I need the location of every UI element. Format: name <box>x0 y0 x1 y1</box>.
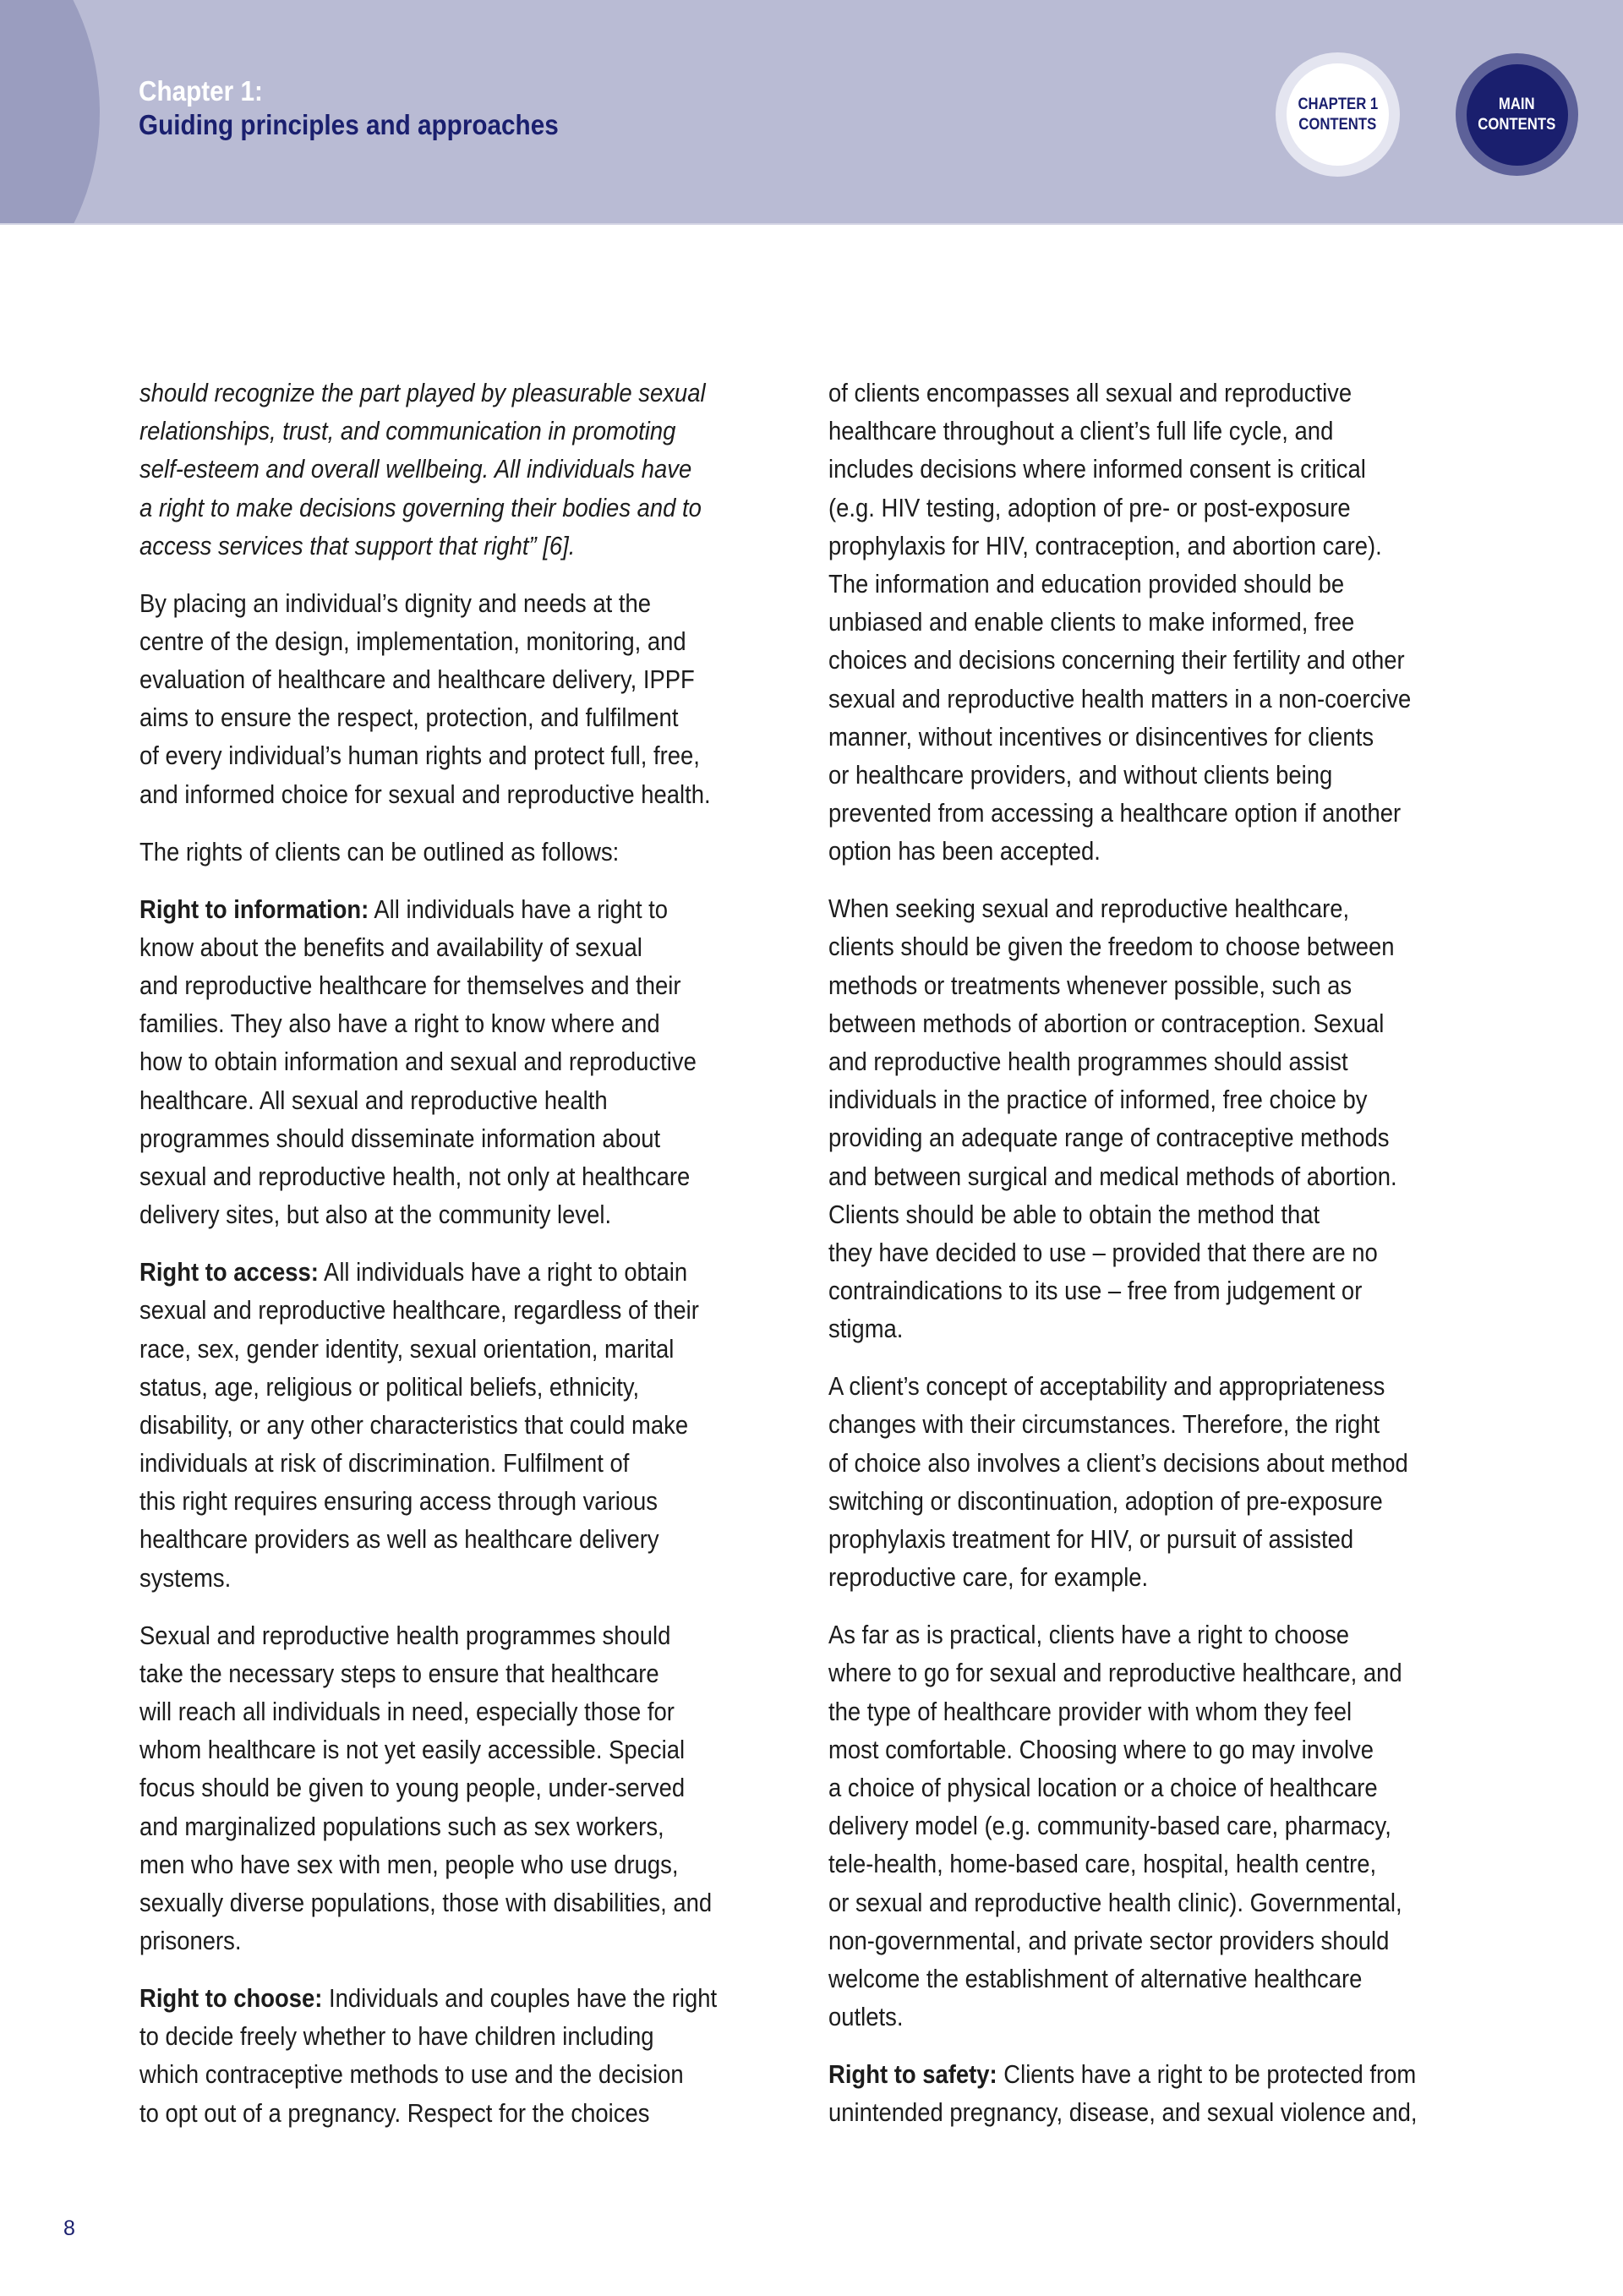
paragraph-line: will reach all individuals in need, especially those for <box>139 1696 675 1726</box>
body-paragraph <box>828 374 1488 870</box>
paragraph-line: manner, without incentives or disincentives for clients <box>828 721 1374 752</box>
paragraph-line: how to obtain information and sexual and reproductive <box>139 1047 697 1077</box>
body-paragraph <box>828 1615 1488 2036</box>
rights-paragraph <box>828 2055 1488 2131</box>
paragraph-line: option has been accepted. <box>828 836 1101 866</box>
paragraph-line: a right to make decisions governing their bodies and to <box>139 492 702 522</box>
paragraph-line: methods or treatments whenever possible, such as <box>828 970 1352 1000</box>
paragraph-line: aims to ensure the respect, protection, and fulfilment <box>139 702 679 733</box>
paragraph-line: of every individual’s human rights and protect full, free, <box>139 741 700 771</box>
paragraph-line: sexually diverse populations, those with disabilities, and <box>139 1887 713 1917</box>
chapter-contents-line2: CONTENTS <box>1298 115 1377 134</box>
paragraph-line: reproductive care, for example. <box>828 1562 1149 1593</box>
paragraph-line: As far as is practical, clients have a right to choose <box>828 1620 1350 1650</box>
paragraph-line: should recognize the part played by pleasurable sexual <box>139 378 706 407</box>
paragraph-line: a choice of physical location or a choice of healthcare <box>828 1772 1378 1802</box>
paragraph-line <box>828 2055 1417 2093</box>
paragraph-line: clients should be given the freedom to choose between <box>828 932 1395 962</box>
paragraph-line: (e.g. HIV testing, adoption of pre- or post-exposure <box>828 492 1351 522</box>
paragraph-line: prophylaxis for HIV, contraception, and abortion care). <box>828 530 1382 560</box>
chapter-header <box>0 0 1623 225</box>
paragraph-line: When seeking sexual and reproductive healthcare, <box>828 894 1350 924</box>
paragraph-line: to opt out of a pregnancy. Respect for the choices <box>139 2097 650 2128</box>
paragraph-line: Clients should be able to obtain the method that <box>828 1199 1320 1229</box>
paragraph-text: All individuals have a right to <box>369 894 669 924</box>
paragraph-line: contraindications to its use – free from judgement or <box>828 1276 1363 1306</box>
paragraph-line: sexual and reproductive health, not only at healthcare <box>139 1161 691 1191</box>
paragraph-line: whom healthcare is not yet easily accessible. Special <box>139 1735 686 1765</box>
main-contents-line2: CONTENTS <box>1478 115 1556 134</box>
main-contents-line1: MAIN <box>1499 95 1535 113</box>
paragraph-line: families. They also have a right to know where and <box>139 1009 660 1039</box>
paragraph-line: healthcare providers as well as healthcare delivery <box>139 1524 659 1555</box>
right-text-column <box>828 374 1488 2151</box>
paragraph-line: of clients encompasses all sexual and reproductive <box>828 378 1352 407</box>
paragraph-line: of choice also involves a client’s decisions about method <box>828 1447 1408 1478</box>
paragraph-line: sexual and reproductive health matters in a non-coercive <box>828 683 1412 713</box>
chapter-label: Chapter 1: <box>139 75 263 107</box>
paragraph-line: between methods of abortion or contraception. Sexual <box>828 1008 1385 1038</box>
rights-paragraph <box>139 1253 790 1597</box>
paragraph-line: status, age, religious or political beliefs, ethnicity, <box>139 1371 640 1402</box>
body-paragraph <box>828 1367 1488 1596</box>
paragraph-line: individuals in the practice of informed, free choice by <box>828 1085 1368 1115</box>
paragraph-line: unintended pregnancy, disease, and sexual violence and, <box>828 2097 1418 2128</box>
paragraph-line: delivery sites, but also at the community level. <box>139 1200 612 1230</box>
body-paragraph <box>828 889 1488 1348</box>
chapter-title: Guiding principles and approaches <box>139 109 559 140</box>
paragraph-line: Sexual and reproductive health programmes should <box>139 1620 671 1650</box>
paragraph-line <box>139 1979 718 2017</box>
paragraph-line: centre of the design, implementation, monitoring, and <box>139 626 686 656</box>
paragraph-line: disability, or any other characteristics that could make <box>139 1409 689 1440</box>
paragraph-line: tele-health, home-based care, hospital, health centre, <box>828 1849 1377 1879</box>
rights-heading: Right to information: <box>139 894 369 924</box>
paragraph-line: sexual and reproductive healthcare, regardless of their <box>139 1295 699 1326</box>
paragraph-line: healthcare. All sexual and reproductive health <box>139 1085 608 1115</box>
chapter-contents-label <box>1287 63 1389 166</box>
rights-paragraph <box>139 1979 790 2132</box>
paragraph-text: Clients have a right to be protected from <box>997 2059 1417 2090</box>
paragraph-line: delivery model (e.g. community-based care, pharmacy, <box>828 1811 1391 1841</box>
paragraph-line: know about the benefits and availability of sexual <box>139 932 642 962</box>
paragraph-line: and informed choice for sexual and reproductive health. <box>139 779 711 809</box>
paragraph-line: welcome the establishment of alternative healthcare <box>828 1963 1363 1993</box>
paragraph-line: to decide freely whether to have children including <box>139 2021 654 2052</box>
rights-heading: Right to choose: <box>139 1983 323 2014</box>
paragraph-line <box>139 1253 715 1291</box>
body-paragraph <box>139 584 790 813</box>
paragraph-line: programmes should disseminate information about <box>139 1123 661 1153</box>
body-paragraph <box>139 374 790 565</box>
paragraph-line: providing an adequate range of contraceptive methods <box>828 1123 1390 1153</box>
paragraph-line: race, sex, gender identity, sexual orientation, marital <box>139 1333 675 1364</box>
paragraph-line: take the necessary steps to ensure that healthcare <box>139 1658 659 1688</box>
paragraph-line: prisoners. <box>139 1926 242 1956</box>
paragraph-line: men who have sex with men, people who use drugs, <box>139 1849 679 1879</box>
paragraph-line: or healthcare providers, and without clients being <box>828 759 1333 790</box>
paragraph-line: prophylaxis treatment for HIV, or pursuit of assisted <box>828 1524 1354 1555</box>
paragraph-line: prevented from accessing a healthcare option if another <box>828 798 1402 828</box>
paragraph-line: healthcare throughout a client’s full life cycle, and <box>828 416 1334 446</box>
paragraph-line: A client’s concept of acceptability and appropriateness <box>828 1371 1385 1402</box>
body-paragraph <box>139 833 790 871</box>
paragraph-line <box>139 890 715 928</box>
page-number: 8 <box>63 2217 75 2240</box>
rights-paragraph <box>139 890 790 1234</box>
paragraph-line: and between surgical and medical methods of abortion. <box>828 1161 1397 1191</box>
page-title <box>139 74 559 142</box>
paragraph-line: access services that support that right” [6]. <box>139 530 576 560</box>
paragraph-line: and reproductive healthcare for themselves and their <box>139 970 681 1001</box>
paragraph-line: this right requires ensuring access through various <box>139 1486 658 1517</box>
rights-heading: Right to safety: <box>828 2059 997 2090</box>
rights-heading: Right to access: <box>139 1257 319 1287</box>
paragraph-line: most comfortable. Choosing where to go may involve <box>828 1734 1374 1764</box>
paragraph-line: where to go for sexual and reproductive healthcare, and <box>828 1658 1402 1688</box>
left-text-column <box>139 374 790 2151</box>
paragraph-line: relationships, trust, and communication in promoting <box>139 416 676 446</box>
paragraph-line: systems. <box>139 1562 232 1593</box>
paragraph-text: Individuals and couples have the right <box>322 1983 718 2014</box>
paragraph-line: changes with their circumstances. Therefore, the right <box>828 1409 1380 1440</box>
main-contents-label <box>1467 64 1568 166</box>
paragraph-line: evaluation of healthcare and healthcare delivery, IPPF <box>139 664 695 695</box>
paragraph-line: By placing an individual’s dignity and needs at the <box>139 588 652 618</box>
paragraph-line: The rights of clients can be outlined as follows: <box>139 836 620 866</box>
paragraph-line: and reproductive health programmes should assist <box>828 1046 1348 1076</box>
paragraph-line: the type of healthcare provider with whom they feel <box>828 1696 1352 1726</box>
chapter-contents-button[interactable] <box>1276 52 1400 177</box>
paragraph-line: choices and decisions concerning their fertility and other <box>828 645 1405 675</box>
paragraph-line: switching or discontinuation, adoption of pre-exposure <box>828 1485 1383 1516</box>
paragraph-line: and marginalized populations such as sex workers, <box>139 1811 664 1841</box>
chapter-contents-line1: CHAPTER 1 <box>1298 95 1378 113</box>
paragraph-line: they have decided to use – provided that there are no <box>828 1237 1378 1267</box>
paragraph-line: individuals at risk of discrimination. Fulfilment of <box>139 1448 630 1479</box>
paragraph-line: focus should be given to young people, under-served <box>139 1773 686 1803</box>
paragraph-line: outlets. <box>828 2002 904 2032</box>
paragraph-line: includes decisions where informed consent is critical <box>828 454 1366 484</box>
paragraph-line: The information and education provided should be <box>828 568 1345 599</box>
main-contents-button[interactable] <box>1456 53 1578 176</box>
paragraph-text: All individuals have a right to obtain <box>318 1257 688 1287</box>
decorative-arc <box>0 0 100 225</box>
paragraph-line: stigma. <box>828 1314 904 1344</box>
paragraph-line: or sexual and reproductive health clinic). Governmental, <box>828 1887 1402 1917</box>
paragraph-line: which contraceptive methods to use and the decision <box>139 2059 684 2090</box>
paragraph-line: self-esteem and overall wellbeing. All individuals have <box>139 454 692 484</box>
body-paragraph <box>139 1616 790 1960</box>
paragraph-line: non-governmental, and private sector providers should <box>828 1925 1390 1955</box>
paragraph-line: unbiased and enable clients to make informed, free <box>828 607 1355 637</box>
